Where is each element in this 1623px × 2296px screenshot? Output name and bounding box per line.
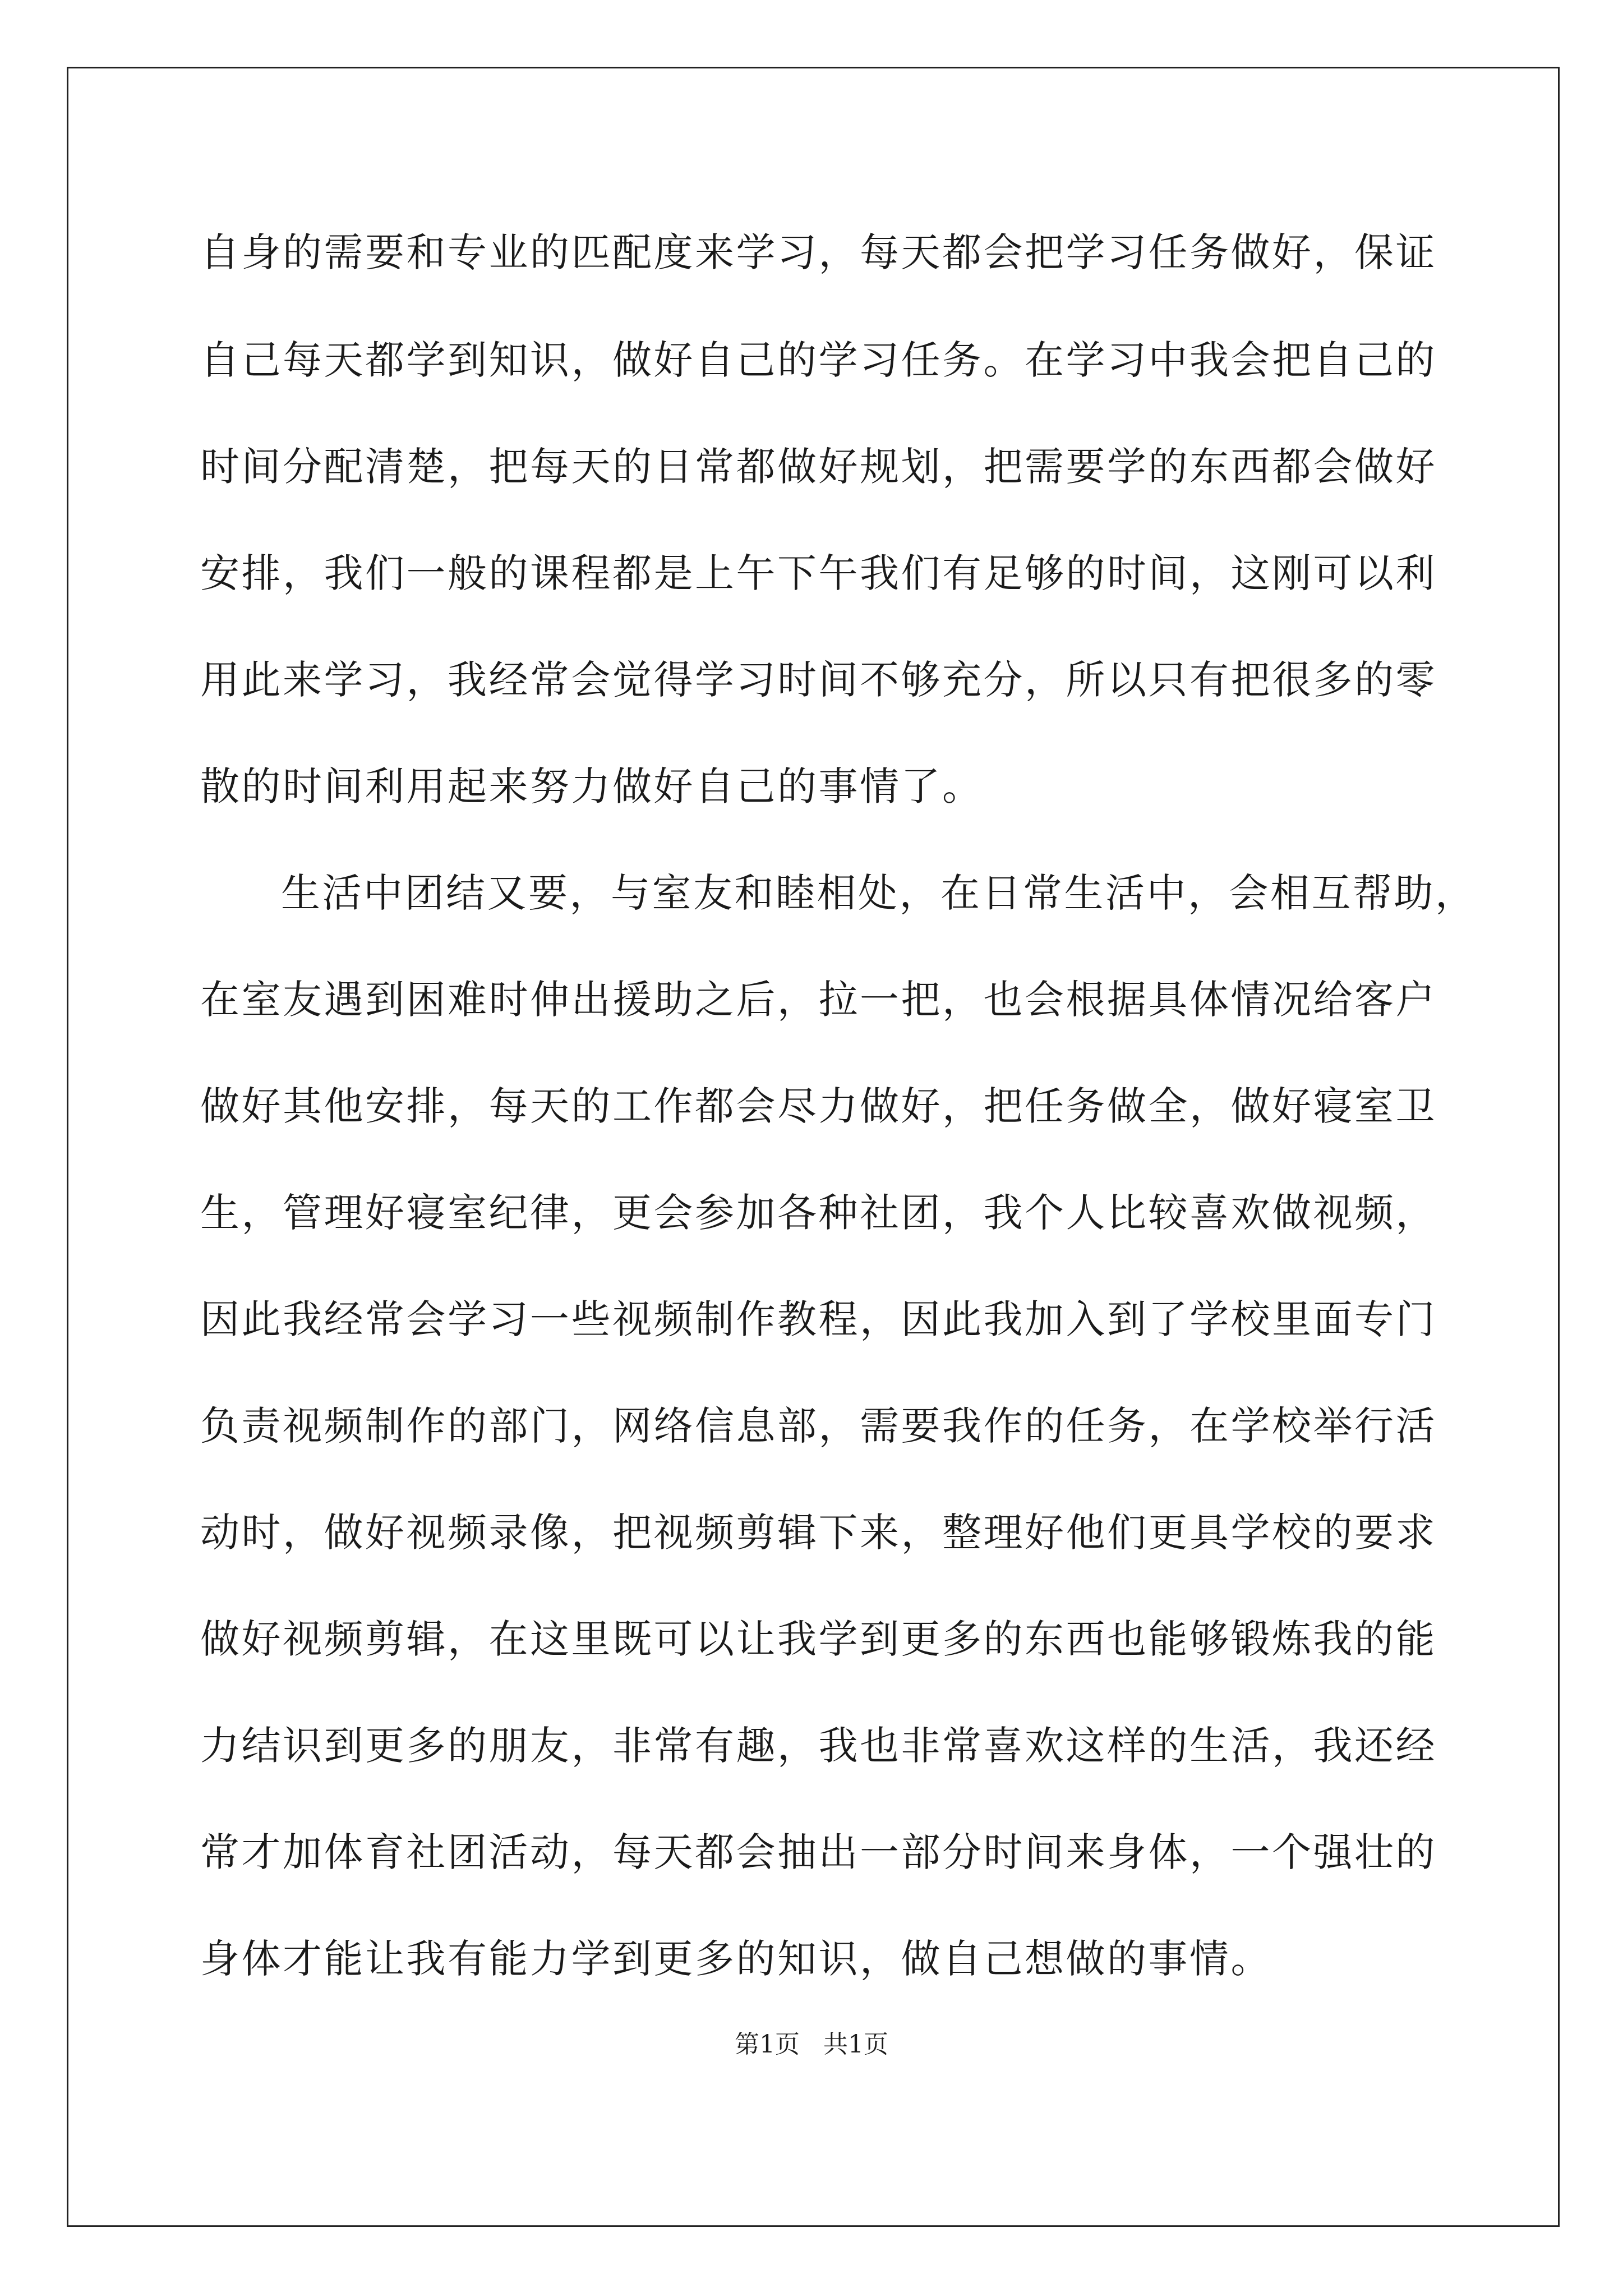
- text-line: 做好视频剪辑，在这里既可以让我学到更多的东西也能够锻炼我的能: [200, 1616, 1437, 1662]
- text-line: 力结识到更多的朋友，非常有趣，我也非常喜欢这样的生活，我还经: [200, 1723, 1437, 1769]
- text-line: 生活中团结又要，与室友和睦相处，在日常生活中，会相互帮助，: [281, 870, 1477, 916]
- page-border: [67, 67, 1560, 2227]
- text-line: 时间分配清楚，把每天的日常都做好规划，把需要学的东西都会做好: [200, 444, 1437, 490]
- text-line: 安排，我们一般的课程都是上午下午我们有足够的时间，这刚可以利: [200, 550, 1437, 596]
- text-line: 做好其他安排，每天的工作都会尽力做好，把任务做全，做好寝室卫: [200, 1083, 1437, 1129]
- text-line: 生，管理好寝室纪律，更会参加各种社团，我个人比较喜欢做视频，: [200, 1190, 1437, 1236]
- text-line: 自己每天都学到知识，做好自己的学习任务。在学习中我会把自己的: [200, 337, 1437, 383]
- text-line: 负责视频制作的部门，网络信息部，需要我作的任务，在学校举行活: [200, 1403, 1437, 1449]
- text-line: 身体才能让我有能力学到更多的知识，做自己想做的事情。: [200, 1936, 1272, 1982]
- text-line: 动时，做好视频录像，把视频剪辑下来，整理好他们更具学校的要求: [200, 1510, 1437, 1556]
- text-line: 在室友遇到困难时伸出援助之后，拉一把，也会根据具体情况给客户: [200, 977, 1437, 1023]
- text-line: 用此来学习，我经常会觉得学习时间不够充分，所以只有把很多的零: [200, 657, 1437, 703]
- text-line: 自身的需要和专业的匹配度来学习，每天都会把学习任务做好，保证: [200, 229, 1437, 275]
- text-line: 因此我经常会学习一些视频制作教程，因此我加入到了学校里面专门: [200, 1296, 1437, 1342]
- text-line: 散的时间利用起来努力做好自己的事情了。: [200, 763, 984, 809]
- text-line: 常才加体育社团活动，每天都会抽出一部分时间来身体，一个强壮的: [200, 1829, 1437, 1875]
- page-footer: 第1页 共1页: [735, 2030, 888, 2059]
